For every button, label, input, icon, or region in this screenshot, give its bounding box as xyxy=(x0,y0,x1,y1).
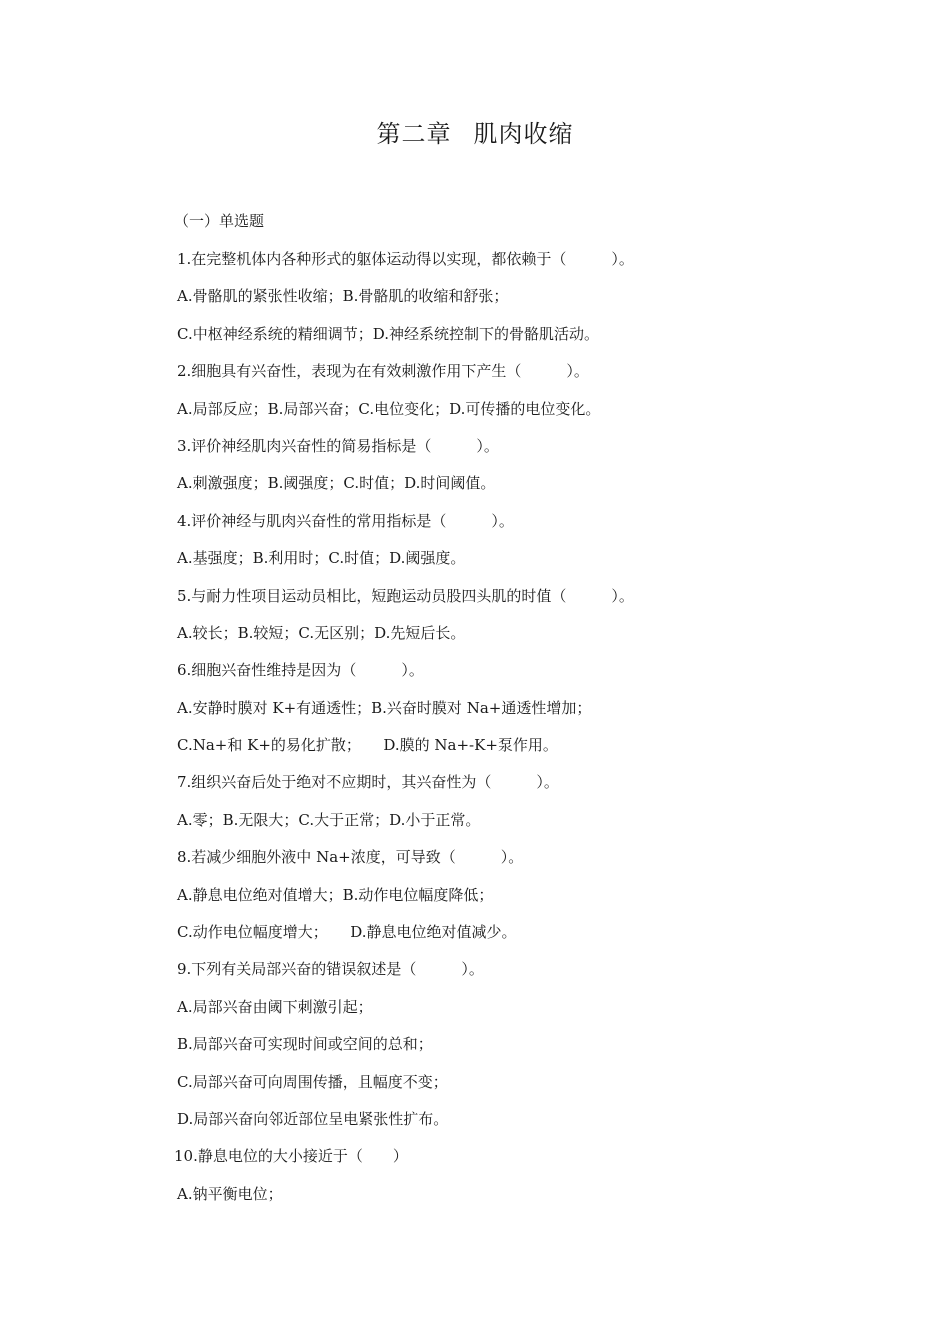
option-line: A.骨骼肌的紧张性收缩；B.骨骼肌的收缩和舒张； xyxy=(177,287,509,306)
option-line: D.局部兴奋向邻近部位呈电紧张性扩布。 xyxy=(177,1109,449,1128)
option-line: C.局部兴奋可向周围传播，且幅度不变； xyxy=(177,1072,448,1091)
question-list xyxy=(174,248,894,1220)
question-line: 9.下列有关局部兴奋的错误叙述是（ ）。 xyxy=(177,960,484,979)
chapter-number: 第二章 xyxy=(376,120,452,148)
option-line: A.安静时膜对 K+有通透性；B.兴奋时膜对 Na+通透性增加； xyxy=(177,698,592,717)
question-line: 6.细胞兴奋性维持是因为（ ）。 xyxy=(177,661,424,680)
question-line: 4.评价神经与肌肉兴奋性的常用指标是（ ）。 xyxy=(177,511,514,530)
option-line: C.Na+和 K+的易化扩散； D.膜的 Na+-K+泵作用。 xyxy=(177,736,558,755)
option-line: A.基强度；B.利用时；C.时值；D.阈强度。 xyxy=(177,549,466,568)
option-line: A.钠平衡电位； xyxy=(177,1184,283,1203)
option-line: B.局部兴奋可实现时间或空间的总和； xyxy=(177,1035,433,1054)
option-line: A.局部兴奋由阈下刺激引起； xyxy=(177,997,373,1016)
option-line: C.中枢神经系统的精细调节；D.神经系统控制下的骨骼肌活动。 xyxy=(177,324,599,343)
question-line: 8.若减少细胞外液中 Na+浓度，可导致（ ）。 xyxy=(177,848,524,867)
option-line: A.零；B.无限大；C.大于正常；D.小于正常。 xyxy=(177,810,481,829)
question-line: 3.评价神经肌肉兴奋性的简易指标是（ ）。 xyxy=(177,436,499,455)
question-line: 7.组织兴奋后处于绝对不应期时，其兴奋性为（ ）。 xyxy=(177,773,559,792)
option-line: A.局部反应；B.局部兴奋；C.电位变化；D.可传播的电位变化。 xyxy=(177,399,601,418)
question-line: 1.在完整机体内各种形式的躯体运动得以实现，都依赖于（ ）。 xyxy=(177,250,634,268)
section-heading: （一）单选题 xyxy=(174,212,265,230)
option-line: C.动作电位幅度增大； D.静息电位绝对值减少。 xyxy=(177,923,517,942)
question-line: 5.与耐力性项目运动员相比，短跑运动员股四头肌的时值（ ）。 xyxy=(177,586,634,605)
option-line: A.静息电位绝对值增大；B.动作电位幅度降低； xyxy=(177,885,494,904)
option-line: A.较长；B.较短；C.无区别；D.先短后长。 xyxy=(177,623,466,642)
question-line: 2.细胞具有兴奋性，表现为在有效刺激作用下产生（ ）。 xyxy=(177,362,589,381)
question-line: 10.静息电位的大小接近于（ ） xyxy=(174,1147,408,1166)
chapter-name: 肌肉收缩 xyxy=(473,120,574,148)
chapter-title xyxy=(0,114,950,149)
option-line: A.刺激强度；B.阈强度；C.时值；D.时间阈值。 xyxy=(177,474,496,493)
